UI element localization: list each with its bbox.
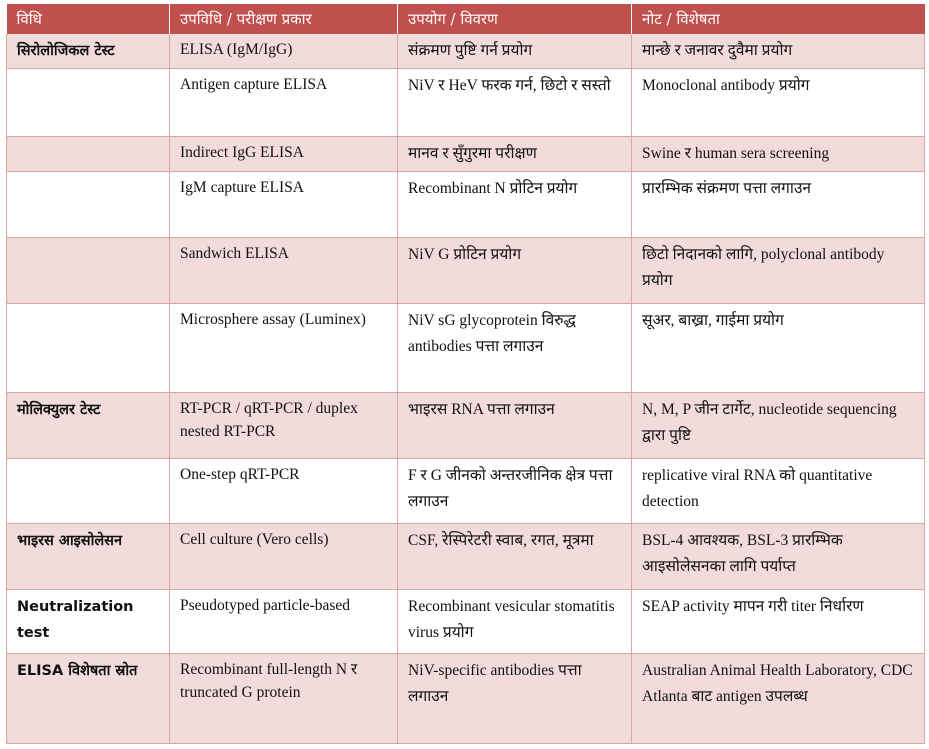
table-row [7,524,925,590]
table-row [7,238,925,304]
submethod-cell: ELISA (IgM/IgG) [170,34,398,69]
method-cell: Neutralization test [7,590,170,654]
table-row [7,137,925,172]
header-use: उपयोग / विवरण [398,4,632,34]
use-cell: भाइरस RNA पत्ता लगाउन [398,393,632,459]
submethod-cell: Cell culture (Vero cells) [170,524,398,590]
note-cell: Monoclonal antibody प्रयोग [632,69,925,137]
header-note: नोट / विशेषता [632,4,925,34]
note-cell: Australian Animal Health Laboratory, CDC Atlanta बाट antigen उपलब्ध [632,654,925,744]
header-row [7,4,925,34]
method-cell [7,238,170,304]
table-row [7,69,925,137]
note-cell: मान्छे र जनावर दुवैमा प्रयोग [632,34,925,69]
note-cell: सूअर, बाख्रा, गाईमा प्रयोग [632,304,925,393]
method-cell: ELISA विशेषता स्रोत [7,654,170,744]
use-cell: Recombinant N प्रोटिन प्रयोग [398,172,632,238]
use-cell: मानव र सुँगुरमा परीक्षण [398,137,632,172]
submethod-cell: Pseudotyped particle-based [170,590,398,654]
method-cell: मोलिक्युलर टेस्ट [7,393,170,459]
note-cell: प्रारम्भिक संक्रमण पत्ता लगाउन [632,172,925,238]
use-cell: NiV-specific antibodies पत्ता लगाउन [398,654,632,744]
header-method: विधि [7,4,170,34]
note-cell: BSL-4 आवश्यक, BSL-3 प्रारम्भिक आइसोलेसनका लागि पर्याप्त [632,524,925,590]
use-cell: CSF, रेस्पिरेटरी स्वाब, रगत, मूत्रमा [398,524,632,590]
submethod-cell: IgM capture ELISA [170,172,398,238]
header-submethod: उपविधि / परीक्षण प्रकार [170,4,398,34]
submethod-cell: Sandwich ELISA [170,238,398,304]
use-cell: NiV र HeV फरक गर्न, छिटो र सस्तो [398,69,632,137]
method-cell [7,69,170,137]
submethod-cell: RT-PCR / qRT-PCR / duplex nested RT-PCR [170,393,398,459]
submethod-cell: One-step qRT-PCR [170,459,398,524]
method-cell: सिरोलोजिकल टेस्ट [7,34,170,69]
use-cell: Recombinant vesicular stomatitis virus प्रयोग [398,590,632,654]
use-cell: संक्रमण पुष्टि गर्न प्रयोग [398,34,632,69]
use-cell: NiV sG glycoprotein विरुद्ध antibodies पत्ता लगाउन [398,304,632,393]
note-cell: replicative viral RNA को quantitative detection [632,459,925,524]
method-cell [7,304,170,393]
note-cell: N, M, P जीन टार्गेट, nucleotide sequencing द्वारा पुष्टि [632,393,925,459]
table-row [7,34,925,69]
table-row [7,304,925,393]
note-cell: SEAP activity मापन गरी titer निर्धारण [632,590,925,654]
diagnostic-methods-table [6,4,925,744]
table-row [7,393,925,459]
table-row [7,590,925,654]
method-cell [7,172,170,238]
method-cell: भाइरस आइसोलेसन [7,524,170,590]
table-row [7,172,925,238]
submethod-cell: Indirect IgG ELISA [170,137,398,172]
use-cell: F र G जीनको अन्तरजीनिक क्षेत्र पत्ता लगाउन [398,459,632,524]
table-row [7,459,925,524]
submethod-cell: Microsphere assay (Luminex) [170,304,398,393]
table-row [7,654,925,744]
submethod-cell: Recombinant full-length N र truncated G protein [170,654,398,744]
method-cell [7,137,170,172]
submethod-cell: Antigen capture ELISA [170,69,398,137]
use-cell: NiV G प्रोटिन प्रयोग [398,238,632,304]
note-cell: Swine र human sera screening [632,137,925,172]
note-cell: छिटो निदानको लागि, polyclonal antibody प्रयोग [632,238,925,304]
method-cell [7,459,170,524]
